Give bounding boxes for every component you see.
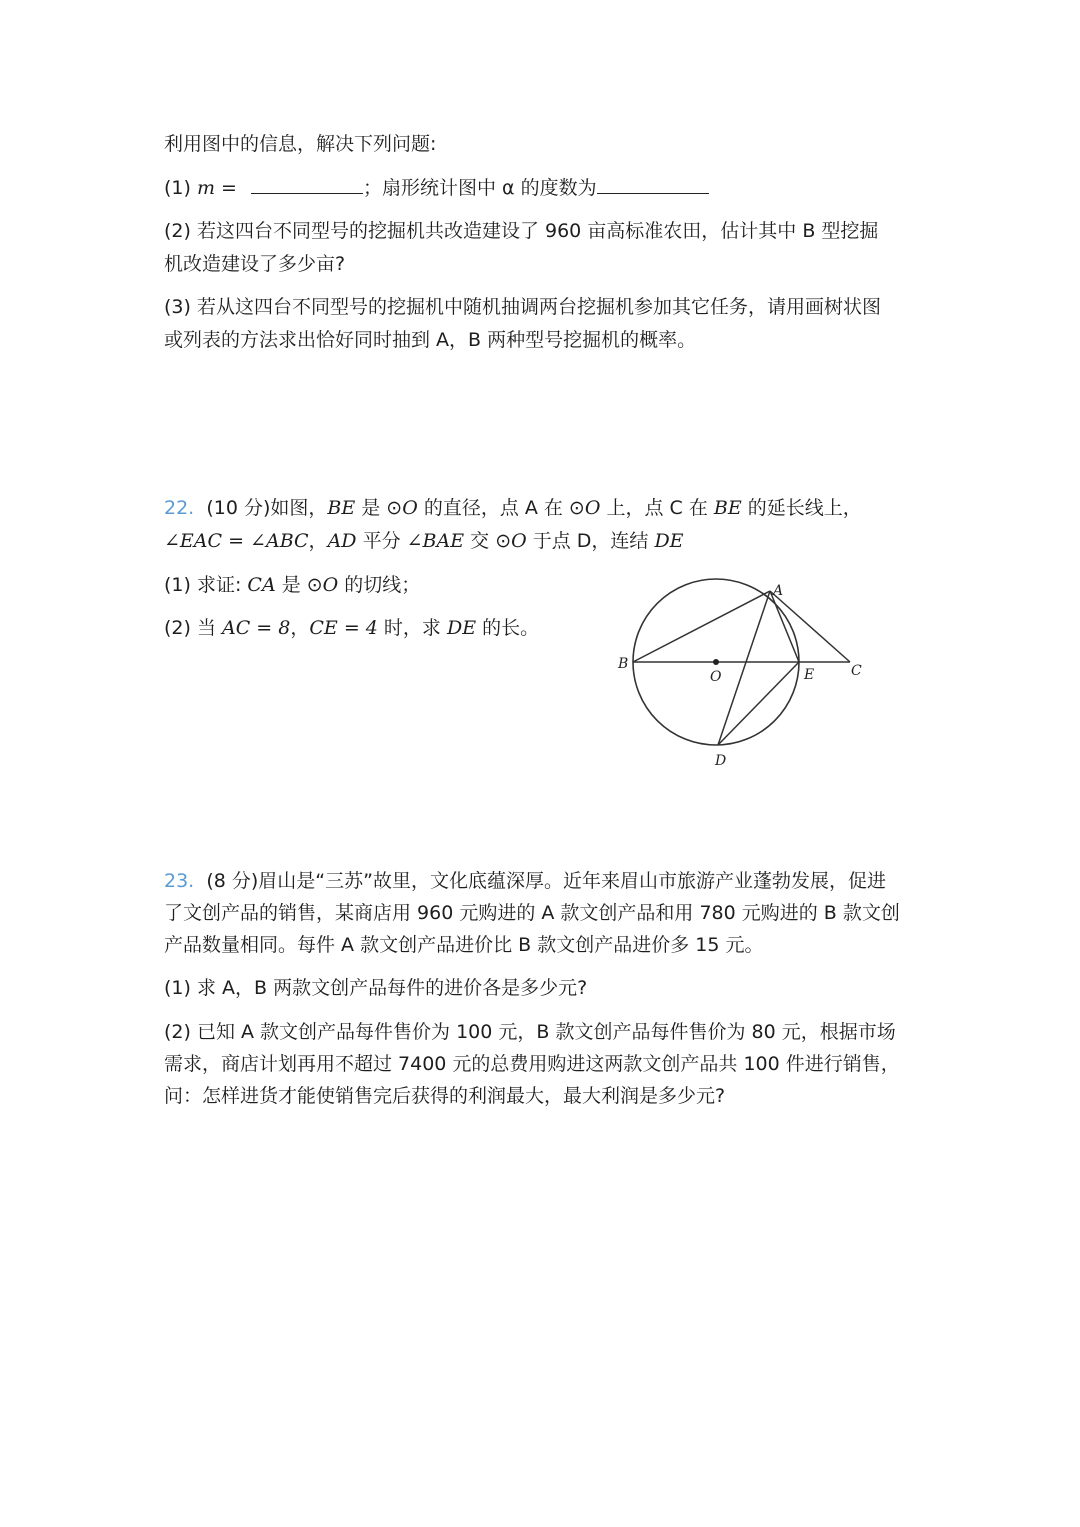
label-O: O: [710, 669, 722, 685]
math-O: O: [511, 530, 527, 552]
label-E: E: [804, 667, 815, 683]
q23-part2-line2: 需求，商店计划再用不超过 7400 元的总费用购进这两款文创产品共 100 件进行销售，: [164, 1053, 900, 1075]
q23-line3: 产品数量相同。每件 A 款文创产品进价比 B 款文创产品进价多 15 元。: [164, 934, 764, 956]
q22-line1: [164, 495, 862, 521]
q22-text: 的延长线上，: [741, 497, 862, 519]
q21-p1-var: m: [196, 177, 215, 199]
answer-blank-alpha[interactable]: [597, 175, 709, 194]
math-O: O: [402, 497, 418, 519]
math-CA: CA: [247, 574, 276, 596]
q22-text: 交 ⊙: [464, 530, 512, 552]
math-BE: BE: [713, 497, 742, 519]
q22-text: 的长。: [476, 617, 540, 639]
math-CE: CE = 4: [309, 617, 378, 639]
q21-part1: [164, 175, 709, 201]
q23-number: 23.: [164, 870, 195, 892]
q22-text: (1) 求证:: [164, 574, 248, 596]
q22-text: ，: [308, 530, 328, 552]
q22-text: 平分: [356, 530, 407, 552]
label-C: C: [851, 663, 862, 679]
q22-text: (2) 当: [164, 617, 222, 639]
q22-part2: [164, 615, 539, 641]
q23-line1: [164, 868, 886, 894]
q21-p1-prefix: (1): [164, 177, 197, 199]
center-point-O: [713, 659, 719, 665]
math-BE: BE: [327, 497, 356, 519]
q22-text: ，: [290, 617, 310, 639]
line-AC: [770, 591, 850, 662]
math-DE: DE: [446, 617, 477, 639]
geometry-figure: [610, 575, 880, 775]
math-AD: AD: [327, 530, 357, 552]
math-O: O: [584, 497, 601, 519]
q23-part2-line1: (2) 已知 A 款文创产品每件售价为 100 元，B 款文创产品每件售价为 80 元，根据市场: [164, 1021, 896, 1043]
math-angle-eq: ∠EAC = ∠ABC: [164, 530, 309, 552]
q23-text: (8 分)眉山是“三苏”故里，文化底蕴深厚。近年来眉山市旅游产业蓬勃发展，促进: [206, 870, 886, 892]
q21-part3-line1: (3) 若从这四台不同型号的挖掘机中随机抽调两台挖掘机参加其它任务，请用画树状图: [164, 296, 881, 318]
q22-number: 22.: [164, 497, 195, 519]
q22-score: (10 分)如图，: [206, 497, 328, 519]
label-B: B: [618, 656, 629, 672]
q21-p1-eq: =: [214, 177, 243, 199]
q22-text: 是 ⊙: [355, 497, 403, 519]
math-O: O: [322, 574, 339, 596]
math-BAE: ∠BAE: [406, 530, 465, 552]
q22-text: 于点 D，连结: [526, 530, 655, 552]
answer-blank-m[interactable]: [251, 175, 363, 194]
intro-text: 利用图中的信息，解决下列问题:: [164, 133, 437, 155]
q21-p1-mid: ；扇形统计图中 α 的度数为: [362, 177, 597, 199]
math-DE: DE: [654, 530, 684, 552]
q23-part1: (1) 求 A，B 两款文创产品每件的进价各是多少元?: [164, 977, 588, 999]
q23-line2: 了文创产品的销售，某商店用 960 元购进的 A 款文创产品和用 780 元购进的 B 款文创: [164, 902, 900, 924]
label-A: A: [773, 583, 784, 599]
q22-text: 上，点 C 在: [600, 497, 714, 519]
line-AE: [770, 591, 799, 662]
q22-line2: [164, 528, 684, 554]
label-D: D: [715, 753, 727, 769]
q21-part2-line2: 机改造建设了多少亩?: [164, 253, 346, 275]
q22-text: 的切线；: [338, 574, 421, 596]
q22-text: 是 ⊙: [275, 574, 323, 596]
q21-part2-line1: (2) 若这四台不同型号的挖掘机共改造建设了 960 亩高标准农田，估计其中 B 型挖掘: [164, 220, 879, 242]
q22-text: 的直径，点 A 在 ⊙: [417, 497, 585, 519]
q22-part1: [164, 572, 420, 598]
math-AC: AC = 8: [222, 617, 291, 639]
q21-part3-line2: 或列表的方法求出恰好同时抽到 A，B 两种型号挖掘机的概率。: [164, 329, 697, 351]
q23-part2-line3: 问：怎样进货才能使销售完后获得的利润最大，最大利润是多少元?: [164, 1085, 726, 1107]
q22-text: 时，求: [377, 617, 447, 639]
